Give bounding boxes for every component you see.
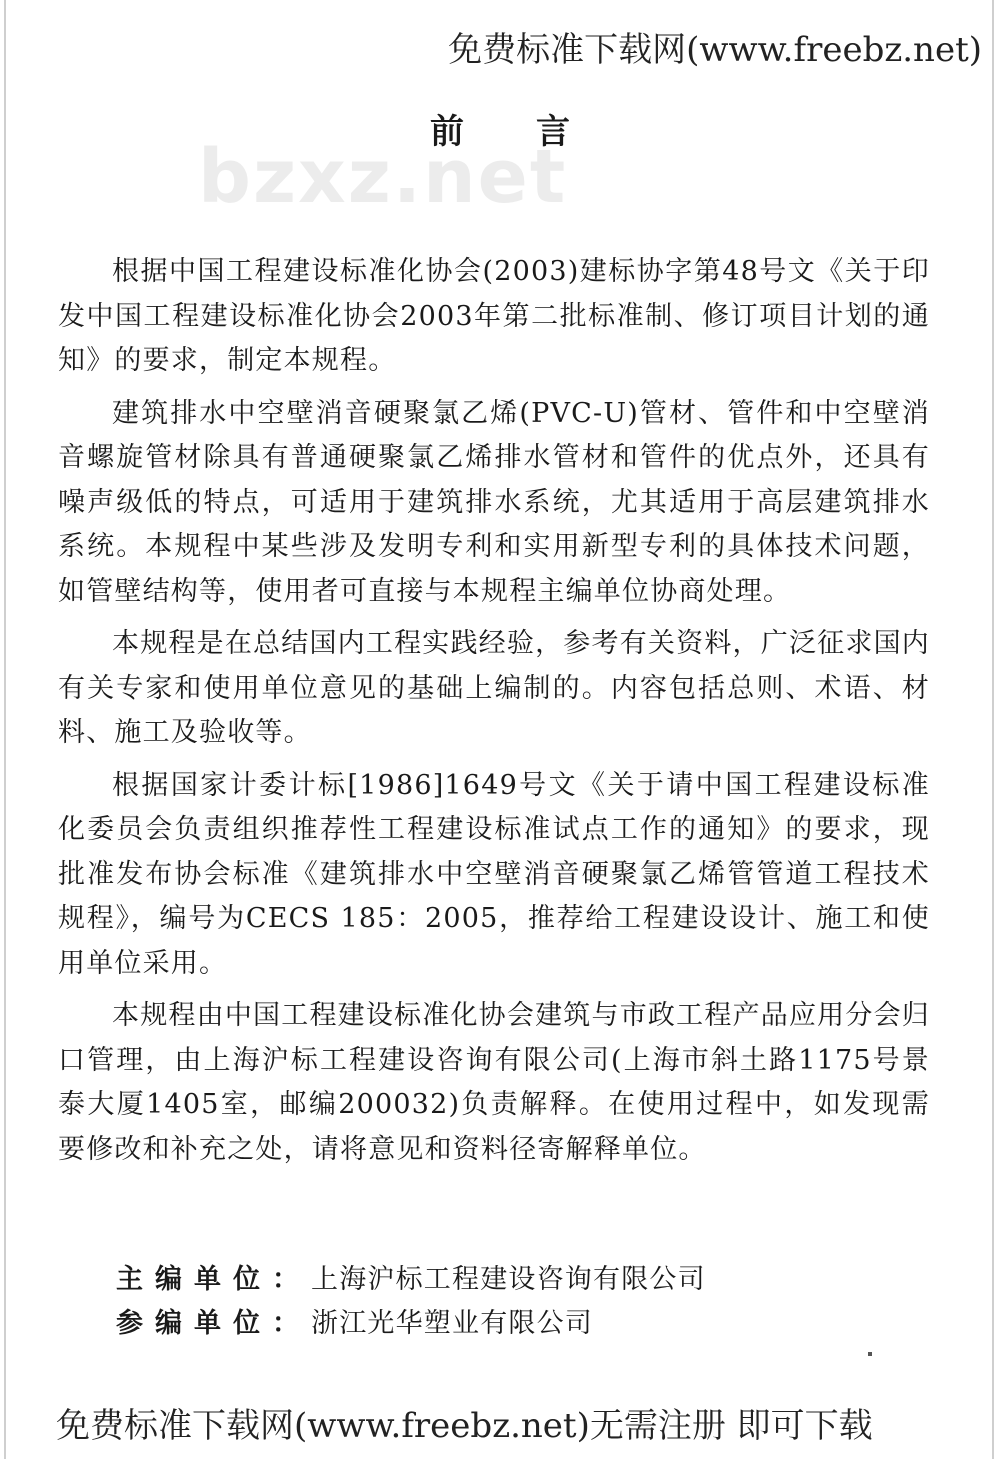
chief-unit-value: 上海沪标工程建设咨询有限公司 [311,1264,706,1295]
paragraph-4: 根据国家计委计标[1986]1649号文《关于请中国工程建设标准化委员会负责组织推荐性工程建设标准试点工作的通知》的要求，现批准发布协会标准《建筑排水中空壁消音硬聚氯乙烯管管道工程技术规程》，编号为CECS 185：2005，推荐给工程建设设计、施工和使用单位采用。 [58,769,930,979]
paragraph-3: 本规程是在总结国内工程实践经验，参考有关资料，广泛征求国内有关专家和使用单位意见的基础上编制的。内容包括总则、术语、材料、施工及验收等。 [58,628,930,748]
footer-banner[interactable]: 免费标准下载网(www.freebz.net)无需注册 即可下载 [56,1406,873,1446]
paragraph-5: 本规程由中国工程建设标准化协会建筑与市政工程产品应用分会归口管理，由上海沪标工程建设咨询有限公司(上海市斜土路1175号景泰大厦1405室，邮编200032)负责解释。在使用过程中，如发现需要修改和补充之处，请将意见和资料径寄解释单位。 [58,1000,930,1165]
participating-unit-label: 参编单位： [116,1308,311,1339]
participating-unit-value: 浙江光华塑业有限公司 [311,1308,593,1339]
page-mark [868,1352,872,1356]
participating-unit-row [116,1302,706,1346]
compiling-units [116,1258,706,1346]
preface-body [58,250,930,1180]
chief-unit-label: 主编单位： [116,1264,311,1295]
header-banner[interactable]: 免费标准下载网(www.freebz.net) [448,30,982,70]
paragraph-1: 根据中国工程建设标准化协会(2003)建标协字第48号文《关于印发中国工程建设标准化协会2003年第二批标准制、修订项目计划的通知》的要求，制定本规程。 [58,256,930,376]
watermark: bzxz.net [198,134,568,220]
chief-unit-row [116,1258,706,1302]
page-title: 前言 [430,112,642,152]
paragraph-2: 建筑排水中空壁消音硬聚氯乙烯(PVC-U)管材、管件和中空壁消音螺旋管材除具有普通硬聚氯乙烯排水管材和管件的优点外，还具有噪声级低的特点，可适用于建筑排水系统，尤其适用于高层建筑排水系统。本规程中某些涉及发明专利和实用新型专利的具体技术问题，如管壁结构等，使用者可直接与本规程主编单位协商处理。 [58,397,930,607]
